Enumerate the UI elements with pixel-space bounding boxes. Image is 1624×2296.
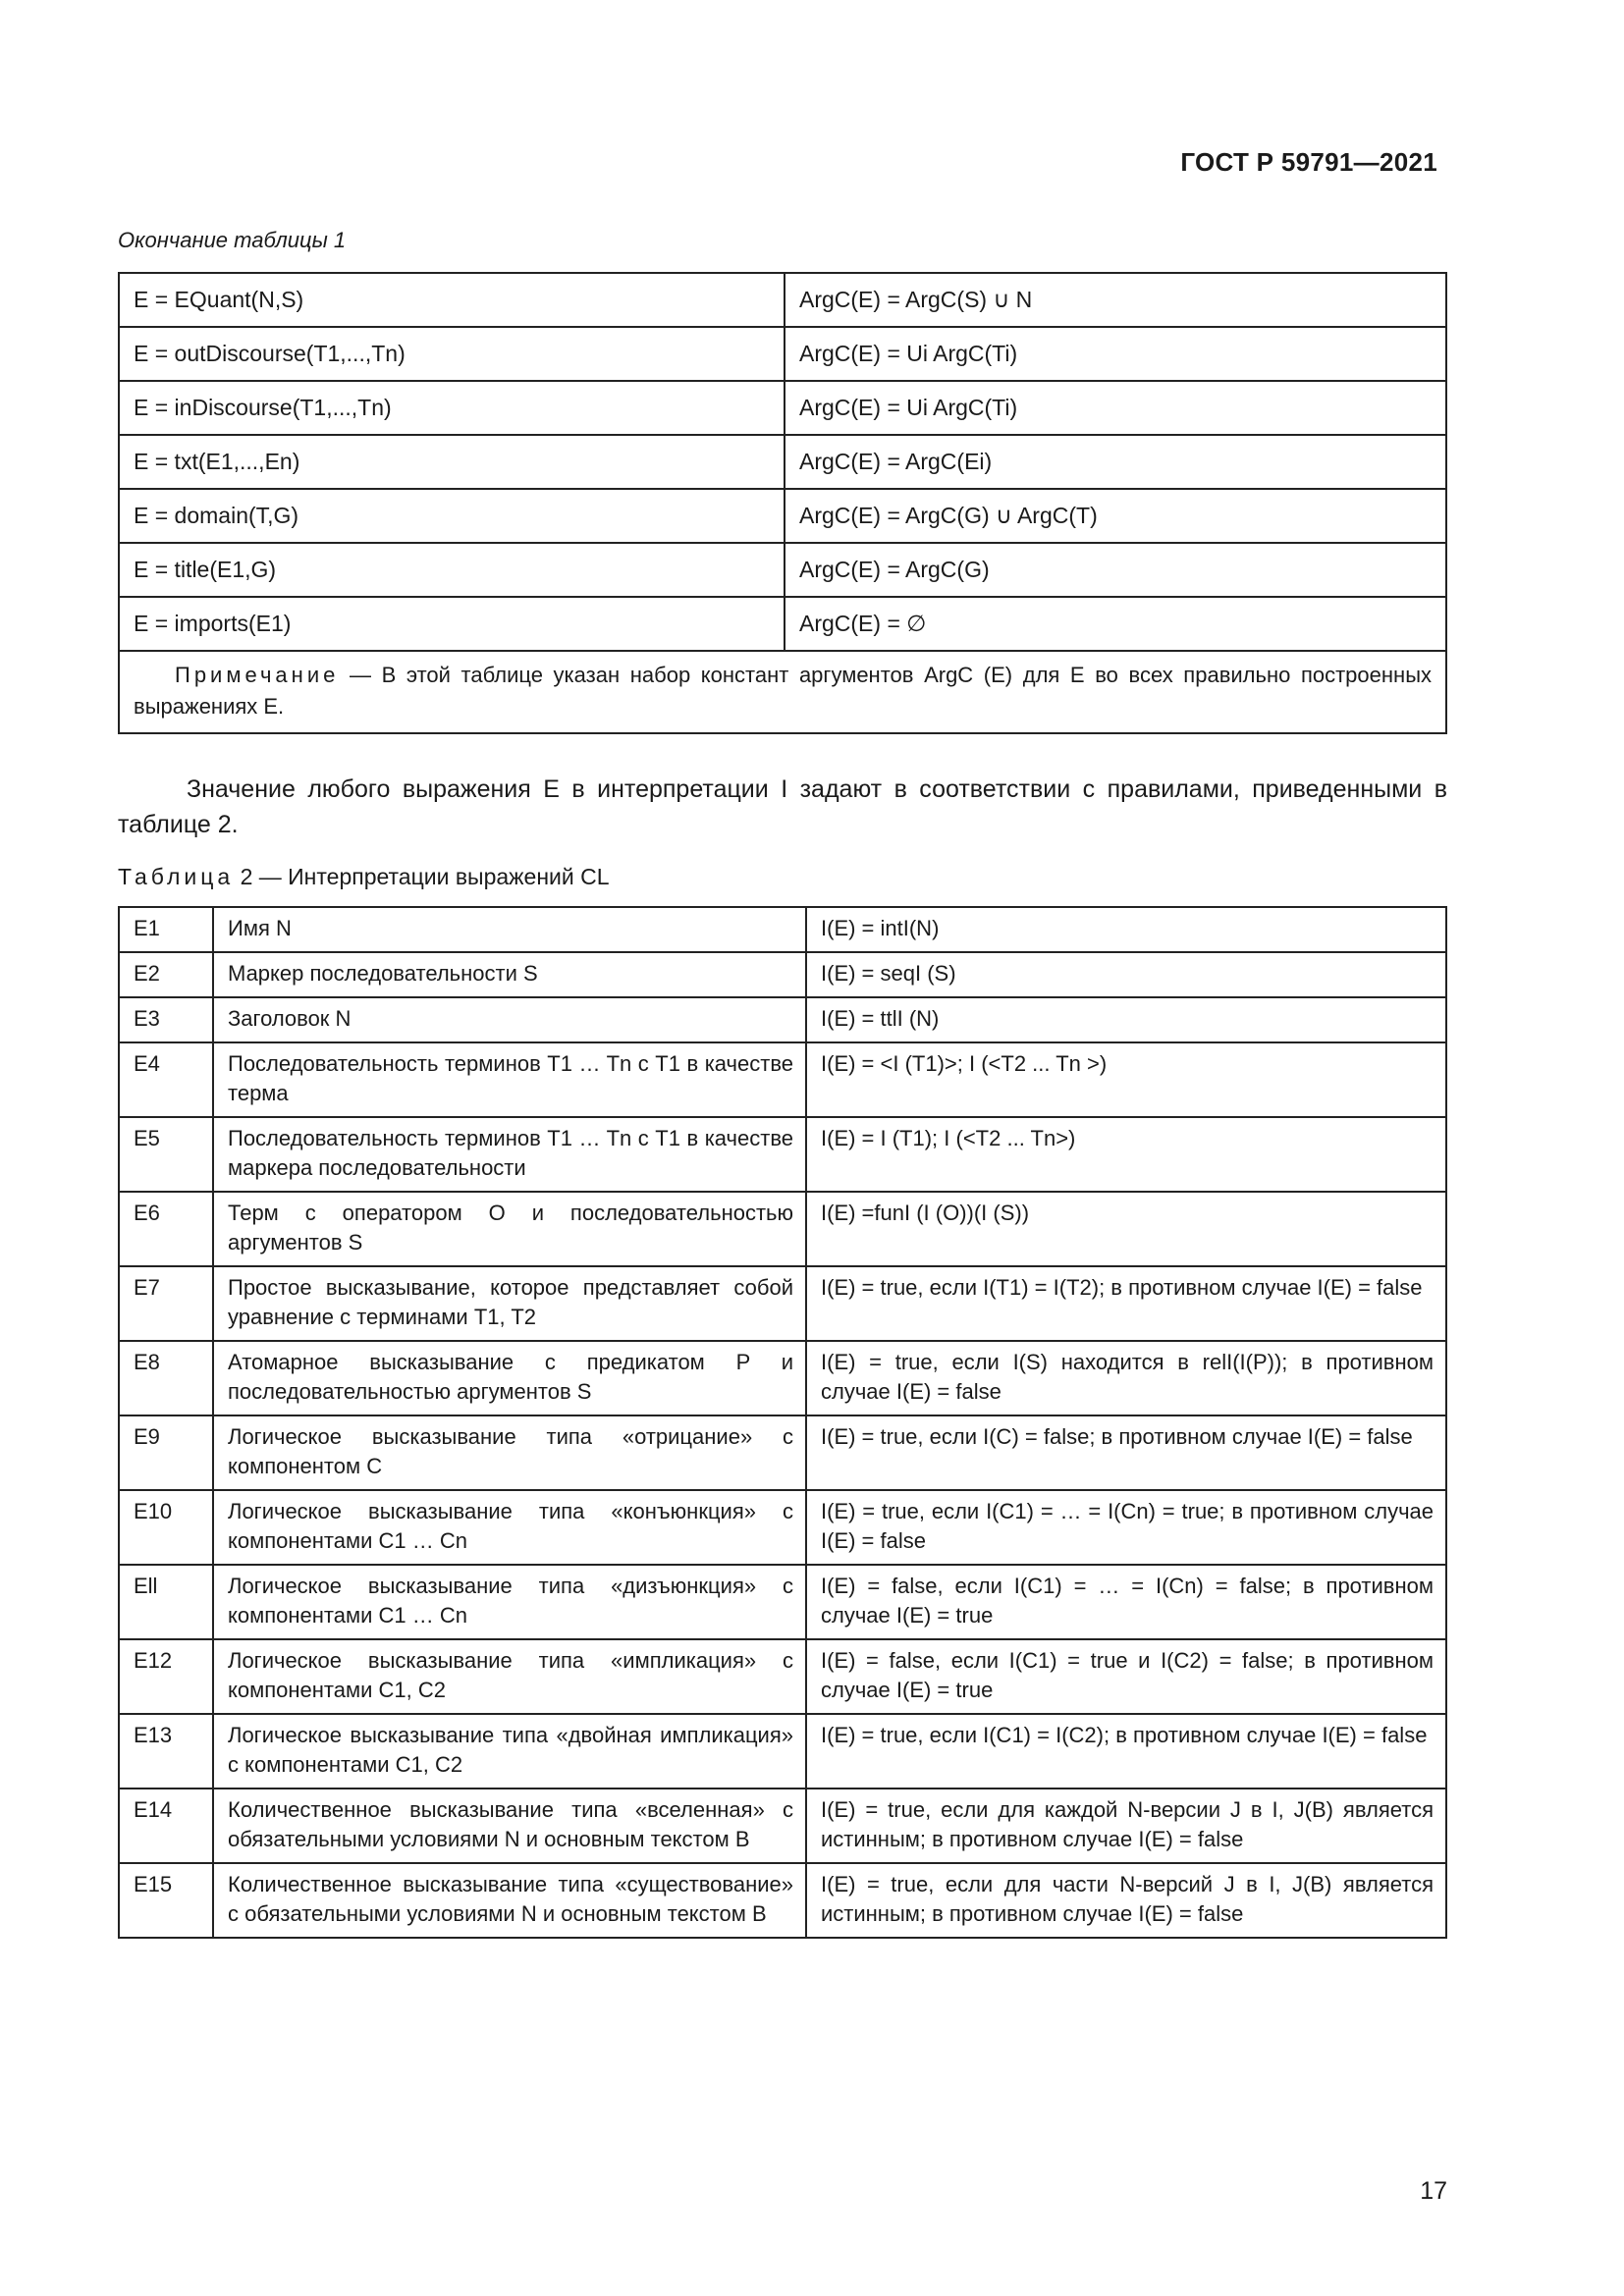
interpretation-cell: I(E) = false, если I(C1) = true и I(C2) = false; в противном случае I(E) = true <box>806 1639 1446 1714</box>
table-row <box>119 1192 1446 1266</box>
description-cell: Количественное высказывание типа «существование» с обязательными условиями N и основным текстом B <box>213 1863 806 1938</box>
table-row <box>119 1490 1446 1565</box>
argc-cell: ArgC(E) = Ui ArgC(Ti) <box>785 381 1446 435</box>
row-id-cell: E8 <box>119 1341 213 1415</box>
note-label: Примечание <box>175 663 340 687</box>
interpretation-cell: I(E) = ttlI (N) <box>806 997 1446 1042</box>
argc-cell: ArgC(E) = ArgC(S) ∪ N <box>785 273 1446 327</box>
interpretation-cell: I(E) = true, если I(T1) = I(T2); в противном случае I(E) = false <box>806 1266 1446 1341</box>
description-cell: Заголовок N <box>213 997 806 1042</box>
description-cell: Последовательность терминов T1 … Tn с T1 в качестве терма <box>213 1042 806 1117</box>
table-row <box>119 435 1446 489</box>
row-id-cell: E9 <box>119 1415 213 1490</box>
interpretation-cell: I(E) = true, если I(C1) = I(C2); в противном случае I(E) = false <box>806 1714 1446 1789</box>
row-id-cell: E14 <box>119 1789 213 1863</box>
description-cell: Логическое высказывание типа «импликация» с компонентами C1, C2 <box>213 1639 806 1714</box>
expression-cell: E = inDiscourse(T1,...,Tn) <box>119 381 785 435</box>
interpretation-cell: I(E) = seqI (S) <box>806 952 1446 997</box>
interpretation-cell: I(E) = I (T1); I (<T2 ... Tn>) <box>806 1117 1446 1192</box>
description-cell: Логическое высказывание типа «дизъюнкция» с компонентами C1 … Cn <box>213 1565 806 1639</box>
argc-cell: ArgC(E) = ArgC(G) <box>785 543 1446 597</box>
interpretation-cell: I(E) = <I (T1)>; I (<T2 ... Tn >) <box>806 1042 1446 1117</box>
table-row <box>119 1415 1446 1490</box>
table-row <box>119 997 1446 1042</box>
row-id-cell: E7 <box>119 1266 213 1341</box>
expression-cell: E = imports(E1) <box>119 597 785 651</box>
description-cell: Терм с оператором O и последовательностью аргументов S <box>213 1192 806 1266</box>
row-id-cell: E10 <box>119 1490 213 1565</box>
expression-cell: E = domain(T,G) <box>119 489 785 543</box>
table-expression-interpretations <box>118 906 1447 1939</box>
description-cell: Атомарное высказывание с предикатом P и последовательностью аргументов S <box>213 1341 806 1415</box>
row-id-cell: E12 <box>119 1639 213 1714</box>
note-text: — В этой таблице указан набор констант аргументов ArgC (E) для E во всех правильно построенных выражениях E. <box>134 663 1432 719</box>
document-code: ГОСТ Р 59791—2021 <box>1180 147 1437 177</box>
interpretation-cell: I(E) = true, если I(C1) = … = I(Cn) = true; в противном случае I(E) = false <box>806 1490 1446 1565</box>
table-note-row <box>119 651 1446 733</box>
interpretation-cell: I(E) = true, если I(C) = false; в противном случае I(E) = false <box>806 1415 1446 1490</box>
row-id-cell: E13 <box>119 1714 213 1789</box>
description-cell: Последовательность терминов T1 … Tn с T1 в качестве маркера последовательности <box>213 1117 806 1192</box>
argc-cell: ArgC(E) = ArgC(G) ∪ ArgC(T) <box>785 489 1446 543</box>
description-cell: Имя N <box>213 907 806 952</box>
table-row <box>119 597 1446 651</box>
table-row <box>119 1266 1446 1341</box>
argc-cell: ArgC(E) = ∅ <box>785 597 1446 651</box>
row-id-cell: E3 <box>119 997 213 1042</box>
argc-cell: ArgC(E) = ArgC(Ei) <box>785 435 1446 489</box>
description-cell: Логическое высказывание типа «отрицание» с компонентом C <box>213 1415 806 1490</box>
row-id-cell: E6 <box>119 1192 213 1266</box>
row-id-cell: Ell <box>119 1565 213 1639</box>
interpretation-cell: I(E) = intI(N) <box>806 907 1446 952</box>
row-id-cell: E5 <box>119 1117 213 1192</box>
row-id-cell: E15 <box>119 1863 213 1938</box>
row-id-cell: E4 <box>119 1042 213 1117</box>
table-row <box>119 381 1446 435</box>
interpretation-cell: I(E) =funI (I (O))(I (S)) <box>806 1192 1446 1266</box>
table-row <box>119 1639 1446 1714</box>
expression-cell: E = txt(E1,...,En) <box>119 435 785 489</box>
table-row <box>119 907 1446 952</box>
interpretation-cell: I(E) = false, если I(C1) = … = I(Cn) = false; в противном случае I(E) = true <box>806 1565 1446 1639</box>
table-row <box>119 1863 1446 1938</box>
expression-cell: E = outDiscourse(T1,...,Tn) <box>119 327 785 381</box>
page-number: 17 <box>1420 2177 1447 2205</box>
interpretation-cell: I(E) = true, если для каждой N-версии J в I, J(B) является истинным; в противном случае I(E) = false <box>806 1789 1446 1863</box>
table-row <box>119 273 1446 327</box>
description-cell: Логическое высказывание типа «конъюнкция» с компонентами C1 … Cn <box>213 1490 806 1565</box>
table-row <box>119 1714 1446 1789</box>
expression-cell: E = EQuant(N,S) <box>119 273 785 327</box>
description-cell: Маркер последовательности S <box>213 952 806 997</box>
table2-caption <box>118 864 610 890</box>
interpretation-cell: I(E) = true, если I(S) находится в relI(I(P)); в противном случае I(E) = false <box>806 1341 1446 1415</box>
table-row <box>119 1789 1446 1863</box>
argc-cell: ArgC(E) = Ui ArgC(Ti) <box>785 327 1446 381</box>
interpretation-cell: I(E) = true, если для части N-версий J в I, J(B) является истинным; в противном случае I(E) = false <box>806 1863 1446 1938</box>
row-id-cell: E2 <box>119 952 213 997</box>
table2-caption-label: Таблица <box>118 864 235 889</box>
table1-caption: Окончание таблицы 1 <box>118 228 347 252</box>
table-row <box>119 489 1446 543</box>
body-paragraph: Значение любого выражения E в интерпретации I задают в соответствии с правилами, приведенными в таблице 2. <box>118 775 1447 838</box>
table2-caption-title: 2 — Интерпретации выражений CL <box>234 864 610 889</box>
table-row <box>119 1341 1446 1415</box>
table-argument-constants <box>118 272 1447 734</box>
expression-cell: E = title(E1,G) <box>119 543 785 597</box>
description-cell: Количественное высказывание типа «вселенная» с обязательными условиями N и основным текстом B <box>213 1789 806 1863</box>
table-row <box>119 327 1446 381</box>
row-id-cell: E1 <box>119 907 213 952</box>
table-row <box>119 543 1446 597</box>
table-note <box>119 651 1446 733</box>
table-row <box>119 1042 1446 1117</box>
table-row <box>119 1565 1446 1639</box>
table-row <box>119 952 1446 997</box>
description-cell: Логическое высказывание типа «двойная импликация» с компонентами C1, C2 <box>213 1714 806 1789</box>
table-row <box>119 1117 1446 1192</box>
description-cell: Простое высказывание, которое представляет собой уравнение с терминами T1, T2 <box>213 1266 806 1341</box>
